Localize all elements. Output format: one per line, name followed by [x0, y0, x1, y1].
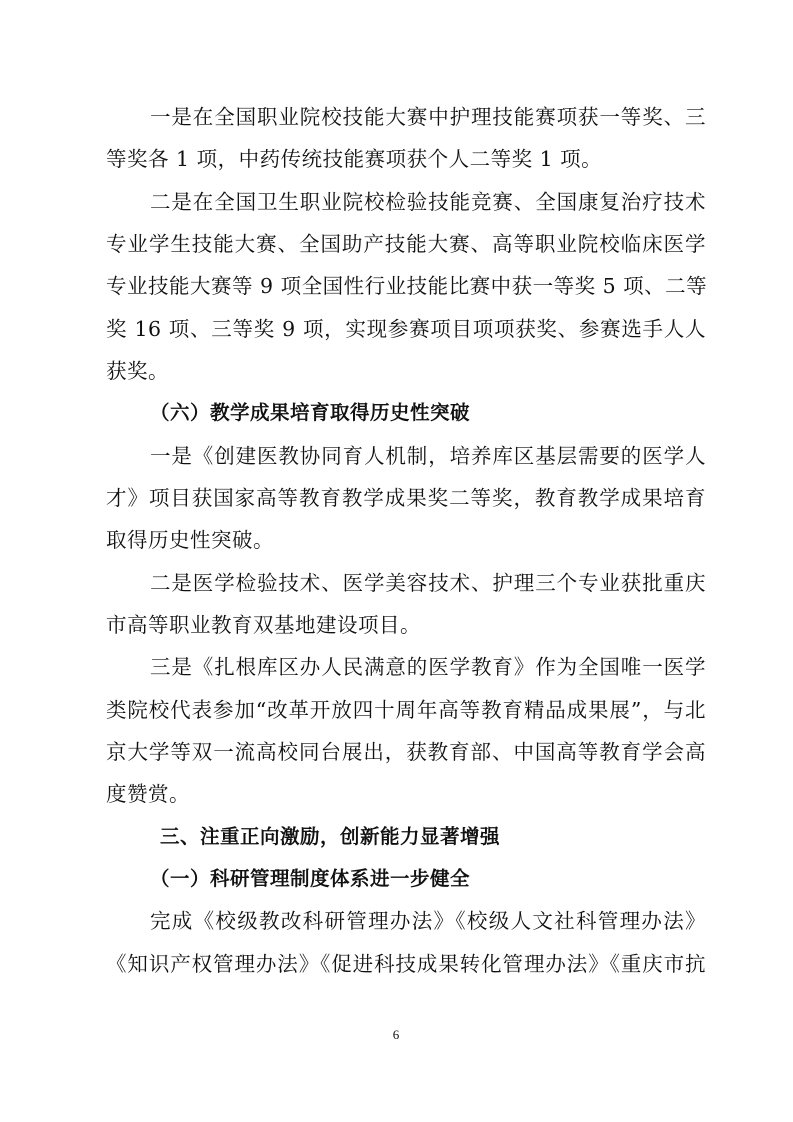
paragraph-line: 类院校代表参加“改革开放四十周年高等教育精品成果展”，与北: [106, 698, 706, 722]
paragraph-line: 《知识产权管理办法》《促进科技成果转化管理办法》《重庆市抗: [106, 952, 706, 976]
paragraph-line: 一是《创建医教协同育人机制，培养库区基层需要的医学人: [150, 444, 706, 468]
paragraph-line: 取得历史性突破。: [106, 528, 274, 552]
paragraph-line: 获奖。: [106, 359, 169, 383]
paragraph-line: 二是在全国卫生职业院校检验技能竞赛、全国康复治疗技术: [150, 190, 706, 214]
paragraph-line: 度赞赏。: [106, 782, 190, 806]
paragraph-line: 三是《扎根库区办人民满意的医学教育》作为全国唯一医学: [150, 655, 706, 679]
paragraph-line: 等奖各 1 项，中药传统技能赛项获个人二等奖 1 项。: [106, 147, 603, 171]
paragraph-line: 一是在全国职业院校技能大赛中护理技能赛项获一等奖、三: [150, 105, 706, 129]
chapter-heading: 三、注重正向激励，创新能力显著增强: [160, 825, 501, 848]
paragraph-line: 市高等职业教育双基地建设项目。: [106, 613, 421, 637]
paragraph-line: 专业学生技能大赛、全国助产技能大赛、高等职业院校临床医学: [106, 232, 706, 256]
section-heading: （六）教学成果培育取得历史性突破: [150, 401, 471, 424]
paragraph-line: 奖 16 项、三等奖 9 项，实现参赛项目项项获奖、参赛选手人人: [106, 317, 706, 341]
paragraph-line: 京大学等双一流高校同台展出，获教育部、中国高等教育学会高: [106, 740, 706, 764]
paragraph-line: 才》项目获国家高等教育教学成果奖二等奖，教育教学成果培育: [106, 486, 706, 510]
paragraph-line: 完成《校级教改科研管理办法》《校级人文社科管理办法》: [150, 909, 706, 933]
paragraph-line: 二是医学检验技术、医学美容技术、护理三个专业获批重庆: [150, 571, 706, 595]
page-number: 6: [392, 1027, 400, 1042]
paragraph-line: 专业技能大赛等 9 项全国性行业技能比赛中获一等奖 5 项、二等: [106, 274, 708, 298]
section-heading: （一）科研管理制度体系进一步健全: [150, 867, 471, 890]
